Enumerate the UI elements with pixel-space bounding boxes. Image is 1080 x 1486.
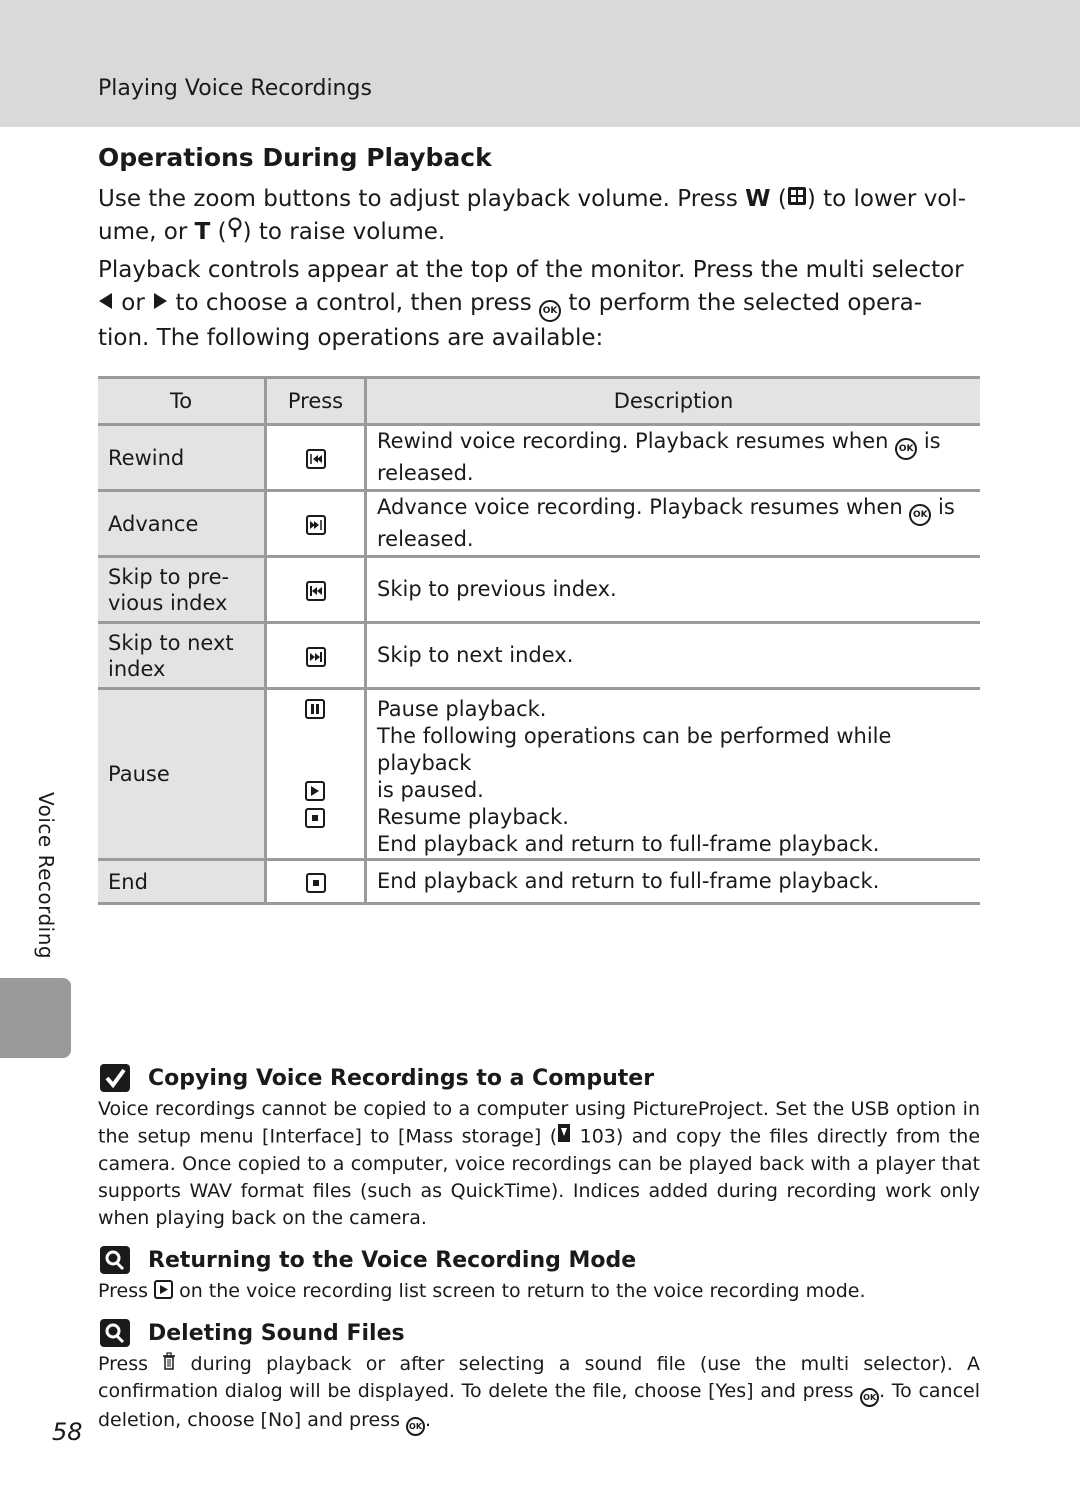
paragraph-controls: Playback controls appear at the top of the monitor. Press the multi selector or to choose a control, then press OK to perform the selected opera- tion. The following operations are available: <box>98 257 964 351</box>
thumbnail-icon <box>787 183 807 216</box>
ok-button-icon: OK <box>406 1417 425 1436</box>
row-description: Skip to next index. <box>366 623 981 689</box>
note-delete-title: Deleting Sound Files <box>100 1319 405 1347</box>
table-row <box>98 557 980 623</box>
rewind-icon <box>306 449 326 469</box>
row-to: Advance <box>98 491 266 557</box>
header-press: Press <box>266 378 366 425</box>
note-copy-text: Voice recordings cannot be copied to a computer using PictureProject. Set the USB option in the setup menu [Interface] to [Mass storage] ( 103) and copy the files directly from the camera. Once copied to a computer, voice recordings can be played back with a player that supports WAV format files (such as QuickTime). Indices added during recording work only when playing back on the camera. <box>98 1098 981 1229</box>
row-to: Pause <box>98 689 266 860</box>
row-description: Advance voice recording. Playback resumes when OK is released. <box>366 491 981 557</box>
header-band <box>0 0 1080 127</box>
paragraph-volume: Use the zoom buttons to adjust playback volume. Press W ( ) to lower vol- ume, or T ( ) to raise volume. <box>98 183 980 249</box>
table-row <box>98 491 980 557</box>
running-head: Playing Voice Recordings <box>98 76 372 101</box>
row-description: Pause playback. The following operations can be performed while playback is paused. Resume playback. End playback and return to full-frame playback. <box>366 689 981 860</box>
checkmark-note-icon <box>100 1064 130 1092</box>
row-to: Skip to next index <box>98 623 266 689</box>
playback-button-icon <box>154 1280 173 1299</box>
note-return-text: Press on the voice recording list screen to return to the voice recording mode. <box>98 1280 866 1302</box>
skip-next-icon <box>306 647 326 667</box>
row-to: Rewind <box>98 425 266 491</box>
row-to: End <box>98 860 266 904</box>
table-row-end <box>98 860 980 904</box>
ok-button-icon: OK <box>895 438 917 460</box>
trash-icon <box>162 1351 176 1378</box>
note-delete-text: Press during playback or after selecting a sound file (use the multi selector). A confirmation dialog will be displayed. To delete the file, choose [Yes] and press OK . To cancel deletion, choose [No] and press OK . <box>98 1351 980 1436</box>
section-title: Operations During Playback <box>98 143 492 172</box>
row-description: Skip to previous index. <box>366 557 981 623</box>
ok-button-icon: OK <box>539 300 561 322</box>
ok-button-icon: OK <box>909 504 931 526</box>
ok-button-icon: OK <box>860 1388 879 1407</box>
page-reference-icon <box>557 1123 571 1151</box>
skip-previous-icon <box>306 581 326 601</box>
magnifier-note-icon <box>100 1246 130 1274</box>
right-arrow-icon <box>152 287 168 320</box>
table-row <box>98 425 980 491</box>
note-copy-title: Copying Voice Recordings to a Computer <box>100 1064 654 1092</box>
play-icon <box>305 781 325 801</box>
operations-table <box>98 376 980 905</box>
table-row-pause <box>98 689 980 860</box>
stop-icon <box>306 873 326 893</box>
pause-icon <box>305 699 325 719</box>
left-arrow-icon <box>98 287 114 320</box>
advance-icon <box>306 515 326 535</box>
header-to: To <box>98 378 266 425</box>
zoom-w-key: W <box>745 186 771 212</box>
table-row <box>98 623 980 689</box>
row-to: Skip to pre- vious index <box>98 557 266 623</box>
zoom-t-key: T <box>194 219 211 245</box>
row-description: Rewind voice recording. Playback resumes when OK is released. <box>366 425 981 491</box>
row-description: End playback and return to full-frame playback. <box>366 860 981 904</box>
side-tab <box>0 978 71 1058</box>
note-return-title: Returning to the Voice Recording Mode <box>100 1246 636 1274</box>
magnifier-note-icon <box>100 1319 130 1347</box>
page-number: 58 <box>52 1418 83 1446</box>
side-tab-label: Voice Recording <box>34 792 58 960</box>
header-description: Description <box>366 378 981 425</box>
stop-icon <box>305 808 325 828</box>
zoom-magnifier-icon <box>227 216 243 249</box>
table-header-row <box>98 378 980 425</box>
